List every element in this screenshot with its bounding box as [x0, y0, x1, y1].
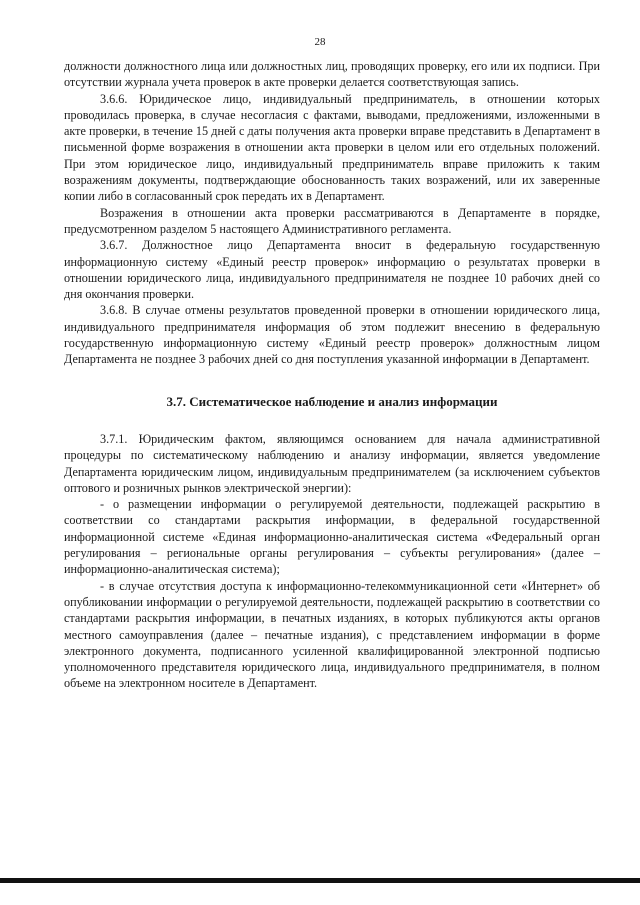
- list-item-print-publication: - в случае отсутствия доступа к информационно-телекоммуникационной сети «Интернет» об опубликовании информации о регулируемой деятельности, подлежащей раскрытию в соответствии со стандартами раскрытия информации, в печатных изданиях, в которых публикуются акты органов местного самоуправления (далее – печатные издания), с представлением информации в форме электронного документа, подписанного усиленной квалифицированной электронной подписью уполномоченного представителя юридического лица, индивидуального предпринимателя, в полном объеме на электронном носителе в Департамент.: [64, 578, 600, 691]
- section-heading-3-7: 3.7. Систематическое наблюдение и анализ информации: [166, 393, 498, 409]
- document-body: [64, 58, 600, 692]
- page-number: 28: [314, 36, 326, 48]
- paragraph-3-7-1: 3.7.1. Юридическим фактом, являющимся основанием для начала административной процедуры по систематическому наблюдению и анализу информации, является уведомление Департамента юридическим лицом, индивидуальным предпринимателем (за исключением субъектов оптового и розничных рынков электрической энергии):: [64, 431, 600, 495]
- list-item-disclosure-system: - о размещении информации о регулируемой деятельности, подлежащей раскрытию в соответствии со стандартами раскрытия информации, в федеральной государственной информационной системе «Единая информационно-аналитическая система «Федеральный орган регулирования – региональные органы регулирования – субъекты регулирования» (далее – информационно-аналитическая система);: [64, 497, 600, 577]
- paragraph-3-6-6: 3.6.6. Юридическое лицо, индивидуальный предприниматель, в отношении которых проводилась проверка, в случае несогласия с фактами, выводами, предложениями, изложенными в акте проверки, в течение 15 дней с даты получения акта проверки вправе представить в Департамент в письменной форме возражения в отношении акта проверки в целом или его отдельных положений. При этом юридическое лицо, индивидуальный предприниматель вправе приложить к таким возражениям документы, подтверждающие обоснованность таких возражений, или их заверенные копии либо в согласованный срок передать их в Департамент.: [64, 91, 600, 204]
- paragraph-3-6-8: 3.6.8. В случае отмены результатов проведенной проверки в отношении юридического лица, индивидуального предпринимателя информация об этом подлежит внесению в федеральную государственную информационную систему «Единый реестр проверок» должностным лицом Департамента не позднее 3 рабочих дней со дня поступления указанной информации в Департамент.: [64, 303, 600, 367]
- paragraph-objections: Возражения в отношении акта проверки рассматриваются в Департаменте в порядке, предусмотренном разделом 5 настоящего Административного регламента.: [64, 205, 600, 236]
- scan-edge-bar: [0, 878, 640, 883]
- paragraph-3-6-7: 3.6.7. Должностное лицо Департамента вносит в федеральную государственную информационную систему «Единый реестр проверок» информацию о результатах проверки в отношении юридического лица, индивидуального предпринимателя не позднее 10 рабочих дней со дня окончания проверки.: [64, 238, 600, 302]
- paragraph-continuation: должности должностного лица или должностных лиц, проводящих проверку, его или их подписи. При отсутствии журнала учета проверок в акте проверки делается соответствующая запись.: [64, 59, 600, 90]
